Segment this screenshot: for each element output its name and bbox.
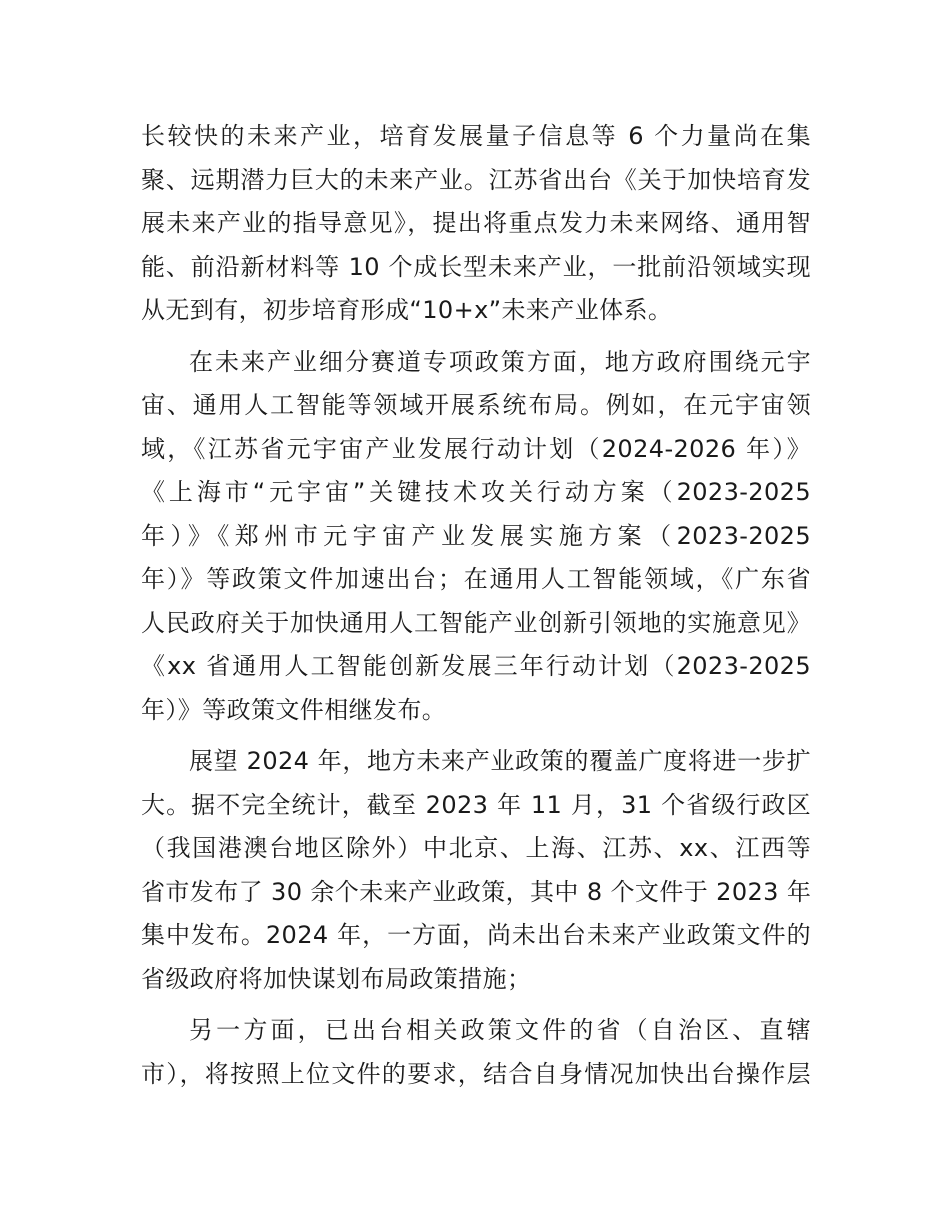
text-line: 集中发布。2024 年，一方面，尚未出台未来产业政策文件的 — [141, 921, 811, 949]
text-line: 年）》等政策文件加速出台；在通用人工智能领域，《广东省 — [141, 565, 811, 593]
text-line: 省级政府将加快谋划布局政策措施； — [141, 964, 532, 993]
text-line: 年）》《郑州市元宇宙产业发展实施方案（2023-2025 — [141, 521, 811, 550]
text-line: 市），将按照上位文件的要求，结合自身情况加快出台操作层 — [141, 1059, 811, 1088]
text-line: 展未来产业的指导意见》，提出将重点发力未来网络、通用智 — [141, 209, 811, 237]
text-line: 年）》等政策文件相继发布。 — [141, 695, 447, 724]
text-line: 宙、通用人工智能等领域开展系统布局。例如，在元宇宙领 — [141, 391, 811, 419]
text-line: 《上海市“元宇宙”关键技术攻关行动方案（2023-2025 — [141, 478, 811, 506]
paragraph-3 — [141, 740, 811, 1001]
paragraph-1 — [141, 115, 811, 333]
text-line: 另一方面，已出台相关政策文件的省（自治区、直辖 — [189, 1016, 811, 1044]
text-line: 省市发布了 30 余个未来产业政策，其中 8 个文件于 2023 年 — [141, 877, 812, 906]
paragraph-2 — [141, 341, 811, 733]
text-line: 在未来产业细分赛道专项政策方面，地方政府围绕元宇 — [189, 347, 811, 376]
text-line: 大。据不完全统计，截至 2023 年 11 月，31 个省级行政区 — [141, 790, 811, 819]
paragraph-4 — [141, 1009, 811, 1096]
text-line: （我国港澳台地区除外）中北京、上海、江苏、xx、江西等 — [141, 834, 811, 862]
text-line: 长较快的未来产业，培育发展量子信息等 6 个力量尚在集 — [141, 122, 811, 150]
text-line: 《xx 省通用人工智能创新发展三年行动计划（2023-2025 — [141, 652, 811, 680]
text-line: 人民政府关于加快通用人工智能产业创新引领地的实施意见》 — [141, 608, 811, 637]
document-body — [141, 115, 811, 1096]
text-line: 域，《江苏省元宇宙产业发展行动计划（2024-2026 年）》 — [141, 434, 811, 463]
text-line: 聚、远期潜力巨大的未来产业。江苏省出台《关于加快培育发 — [141, 165, 811, 194]
text-line: 能、前沿新材料等 10 个成长型未来产业，一批前沿领域实现 — [141, 252, 811, 281]
text-line: 展望 2024 年，地方未来产业政策的覆盖广度将进一步扩 — [189, 747, 811, 775]
text-line: 从无到有，初步培育形成“10+x”未来产业体系。 — [141, 296, 673, 324]
